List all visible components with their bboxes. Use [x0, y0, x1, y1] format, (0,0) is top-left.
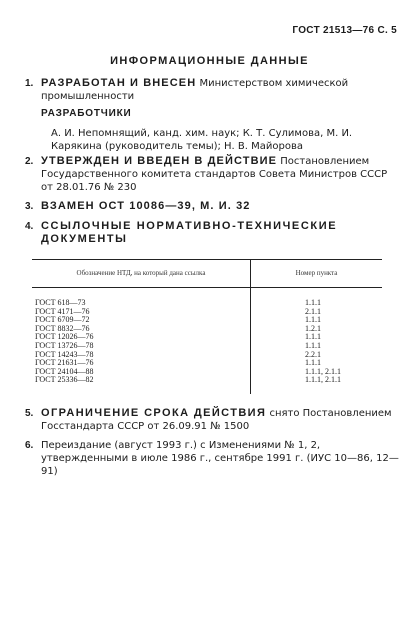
- developers-heading: РАЗРАБОТЧИКИ: [41, 108, 132, 119]
- page-header: ГОСТ 21513—76 С. 5: [292, 25, 397, 36]
- clause-cell: 1.1.1, 2.1.1: [305, 375, 341, 385]
- column-header-clause: Номер пункта: [251, 260, 383, 288]
- section-5: [25, 407, 400, 433]
- document-cell: ГОСТ 12026—76: [32, 333, 251, 342]
- section-text: Министерством химической промышленности: [41, 78, 349, 102]
- document-cell: ГОСТ 13726—78: [32, 342, 251, 351]
- document-cell: ГОСТ 25336—82: [32, 376, 251, 394]
- section-number: 1.: [25, 78, 34, 89]
- section-number: 3.: [25, 201, 34, 212]
- section-number: 4.: [25, 221, 34, 232]
- document-cell: ГОСТ 6709—72: [32, 316, 251, 325]
- clause-cell: 1.2.1: [305, 323, 321, 333]
- section-text: Постановлением Государственного комитета стандартов Совета Министров СССР от 28.01.76 № 230: [41, 156, 388, 193]
- section-caption: УТВЕРЖДЕН И ВВЕДЕН В ДЕЙСТВИЕ: [41, 155, 278, 167]
- column-header-document: Обозначение НТД, на который дана ссылка: [32, 260, 251, 288]
- clause-cell: 1.1.1: [305, 332, 321, 342]
- section-1: [25, 77, 400, 103]
- section-6: [25, 439, 400, 478]
- section-caption: ВЗАМЕН ОСТ 10086—39, М. И. 32: [41, 200, 251, 212]
- section-caption: ССЫЛОЧНЫЕ НОРМАТИВНО-ТЕХНИЧЕСКИЕ ДОКУМЕНТЫ: [41, 220, 338, 245]
- document-title: ИНФОРМАЦИОННЫЕ ДАННЫЕ: [110, 55, 309, 67]
- clause-cell: 1.1.1: [305, 298, 321, 307]
- document-cell: ГОСТ 21631—76: [32, 359, 251, 368]
- table-row: [32, 376, 382, 394]
- section-text: снято Постановлением Госстандарта СССР от 26.09.91 № 1500: [41, 408, 392, 432]
- section-caption: ОГРАНИЧЕНИЕ СРОКА ДЕЙСТВИЯ: [41, 407, 267, 419]
- reference-table: [32, 259, 382, 394]
- clause-cell: 2.2.1: [305, 349, 321, 359]
- table-row: [32, 288, 382, 308]
- document-cell: ГОСТ 4171—76: [32, 308, 251, 317]
- table-header-row: [32, 260, 382, 288]
- clause-cell: 1.1.1: [305, 358, 321, 368]
- section-text: Переиздание (август 1993 г.) с Изменениями № 1, 2, утвержденными в июле 1986 г., сентябре 1991 г. (ИУС 10—86, 12—91): [41, 440, 399, 477]
- section-4: [25, 220, 400, 246]
- section-number: 6.: [25, 440, 34, 451]
- document-cell: ГОСТ 618—73: [32, 288, 251, 308]
- section-number: 2.: [25, 156, 34, 167]
- clause-cell: 1.1.1, 2.1.1: [305, 366, 341, 376]
- section-caption: РАЗРАБОТАН И ВНЕСЕН: [41, 77, 197, 89]
- document-cell: ГОСТ 24104—88: [32, 368, 251, 377]
- document-cell: ГОСТ 8832—76: [32, 325, 251, 334]
- document-cell: ГОСТ 14243—78: [32, 351, 251, 360]
- section-number: 5.: [25, 408, 34, 419]
- section-2: [25, 155, 400, 194]
- developers-list: А. И. Непомнящий, канд. хим. наук; К. Т. Сулимова, М. И. Карякина (руководитель темы); Н. В. Майорова: [51, 128, 353, 152]
- clause-cell: 2.1.1: [305, 306, 321, 316]
- clause-cell: 1.1.1: [305, 340, 321, 350]
- clause-cell: 1.1.1: [305, 315, 321, 325]
- section-3: [25, 200, 400, 213]
